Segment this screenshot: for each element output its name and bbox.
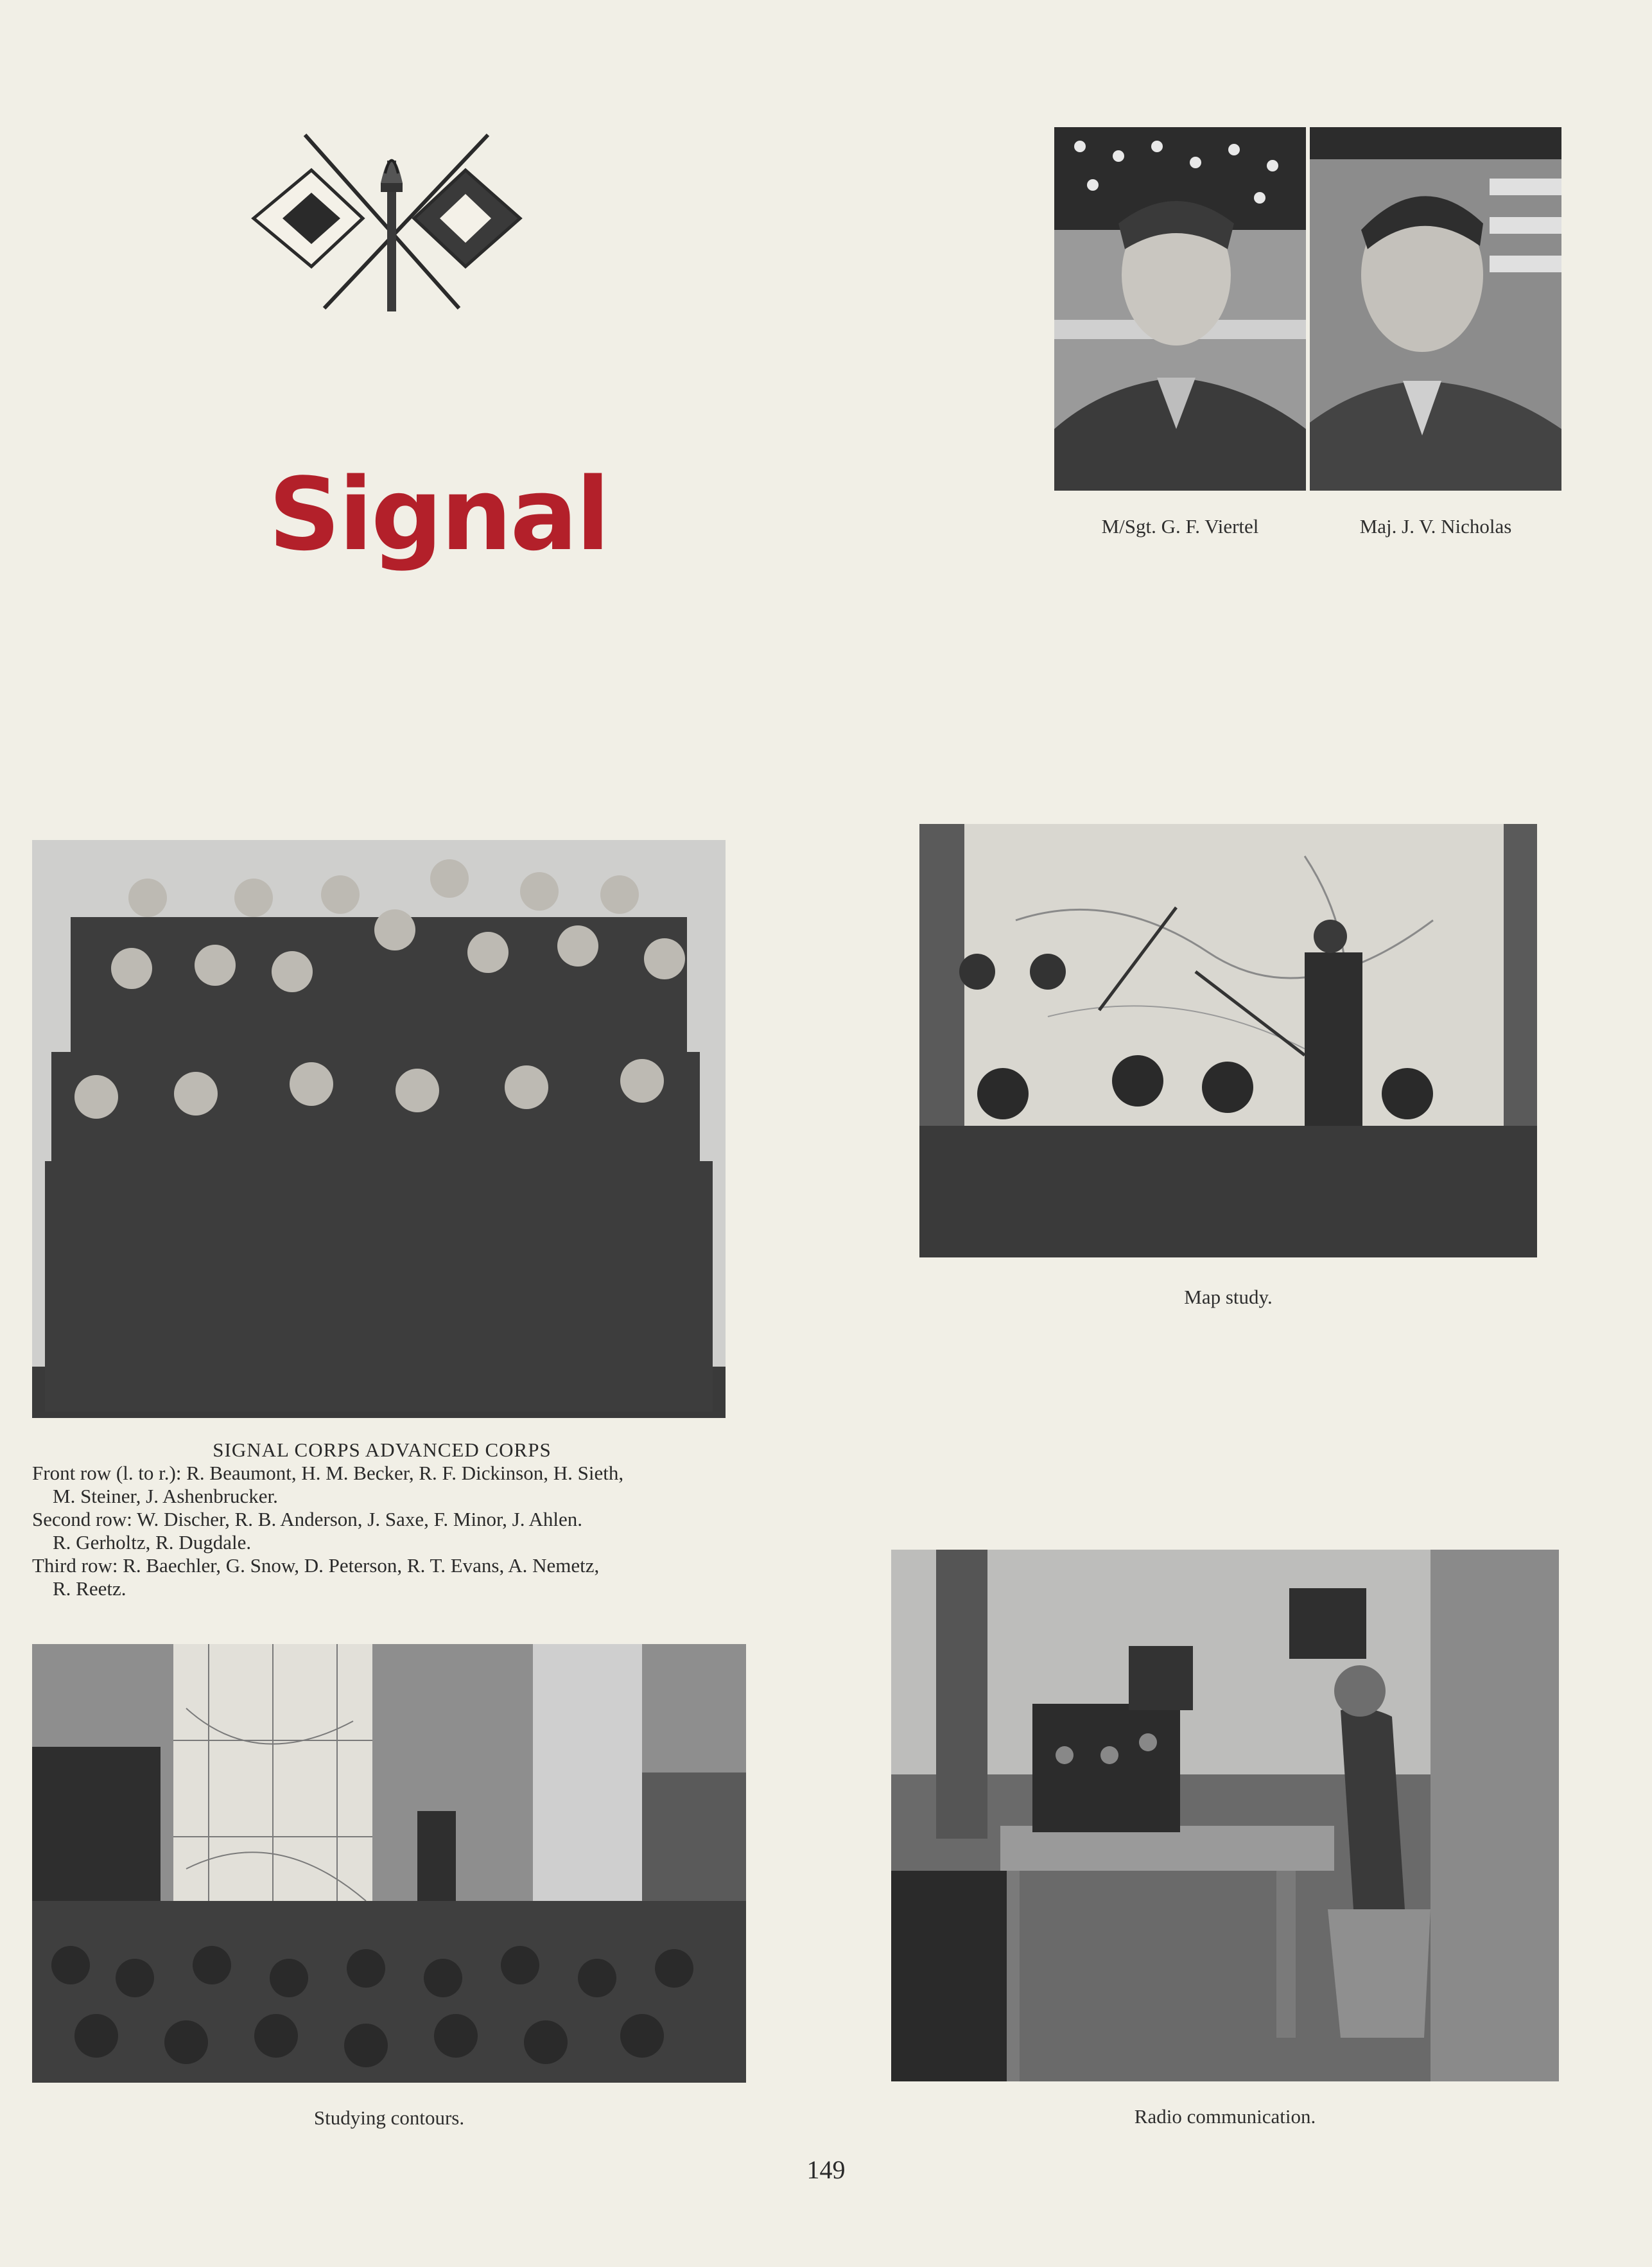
map-study-caption: Map study. xyxy=(1184,1286,1273,1308)
portrait-caption-viertel: M/Sgt. G. F. Viertel xyxy=(1101,515,1259,538)
roster-row-front xyxy=(32,1462,732,1485)
roster-row-second-cont: R. Gerholtz, R. Dugdale. xyxy=(53,1531,252,1554)
page-title: Signal xyxy=(268,456,609,573)
roster-heading: SIGNAL CORPS ADVANCED CORPS xyxy=(213,1439,552,1461)
roster-row-names: W. Discher, R. B. Anderson, J. Saxe, F. Minor, J. Ahlen. xyxy=(137,1508,583,1530)
group-photo xyxy=(32,840,726,1418)
portrait-photo-nicholas xyxy=(1310,127,1561,491)
group-photo-roster xyxy=(32,1439,732,1600)
contours-caption: Studying contours. xyxy=(313,2106,465,2129)
map-study-photo xyxy=(919,824,1537,1257)
portrait-photo-viertel xyxy=(1054,127,1306,491)
roster-row-third xyxy=(32,1554,732,1577)
roster-row-second xyxy=(32,1508,732,1531)
page-number: 149 xyxy=(806,2155,846,2184)
signal-corps-insignia-icon xyxy=(247,122,536,321)
roster-row-label: Second row: xyxy=(32,1508,132,1530)
roster-row-names: R. Baechler, G. Snow, D. Peterson, R. T. Evans, A. Nemetz, xyxy=(123,1554,600,1577)
roster-row-names: R. Beaumont, H. M. Becker, R. F. Dickinson, H. Sieth, xyxy=(186,1462,624,1484)
roster-row-third-cont: R. Reetz. xyxy=(53,1577,126,1600)
portrait-caption-nicholas: Maj. J. V. Nicholas xyxy=(1359,515,1512,538)
radio-caption: Radio communication. xyxy=(1134,2105,1316,2128)
roster-row-label: Front row (l. to r.): xyxy=(32,1462,182,1484)
radio-photo xyxy=(891,1550,1559,2081)
roster-row-front-cont: M. Steiner, J. Ashenbrucker. xyxy=(53,1485,278,1507)
contours-photo xyxy=(32,1644,746,2083)
roster-row-label: Third row: xyxy=(32,1554,118,1577)
